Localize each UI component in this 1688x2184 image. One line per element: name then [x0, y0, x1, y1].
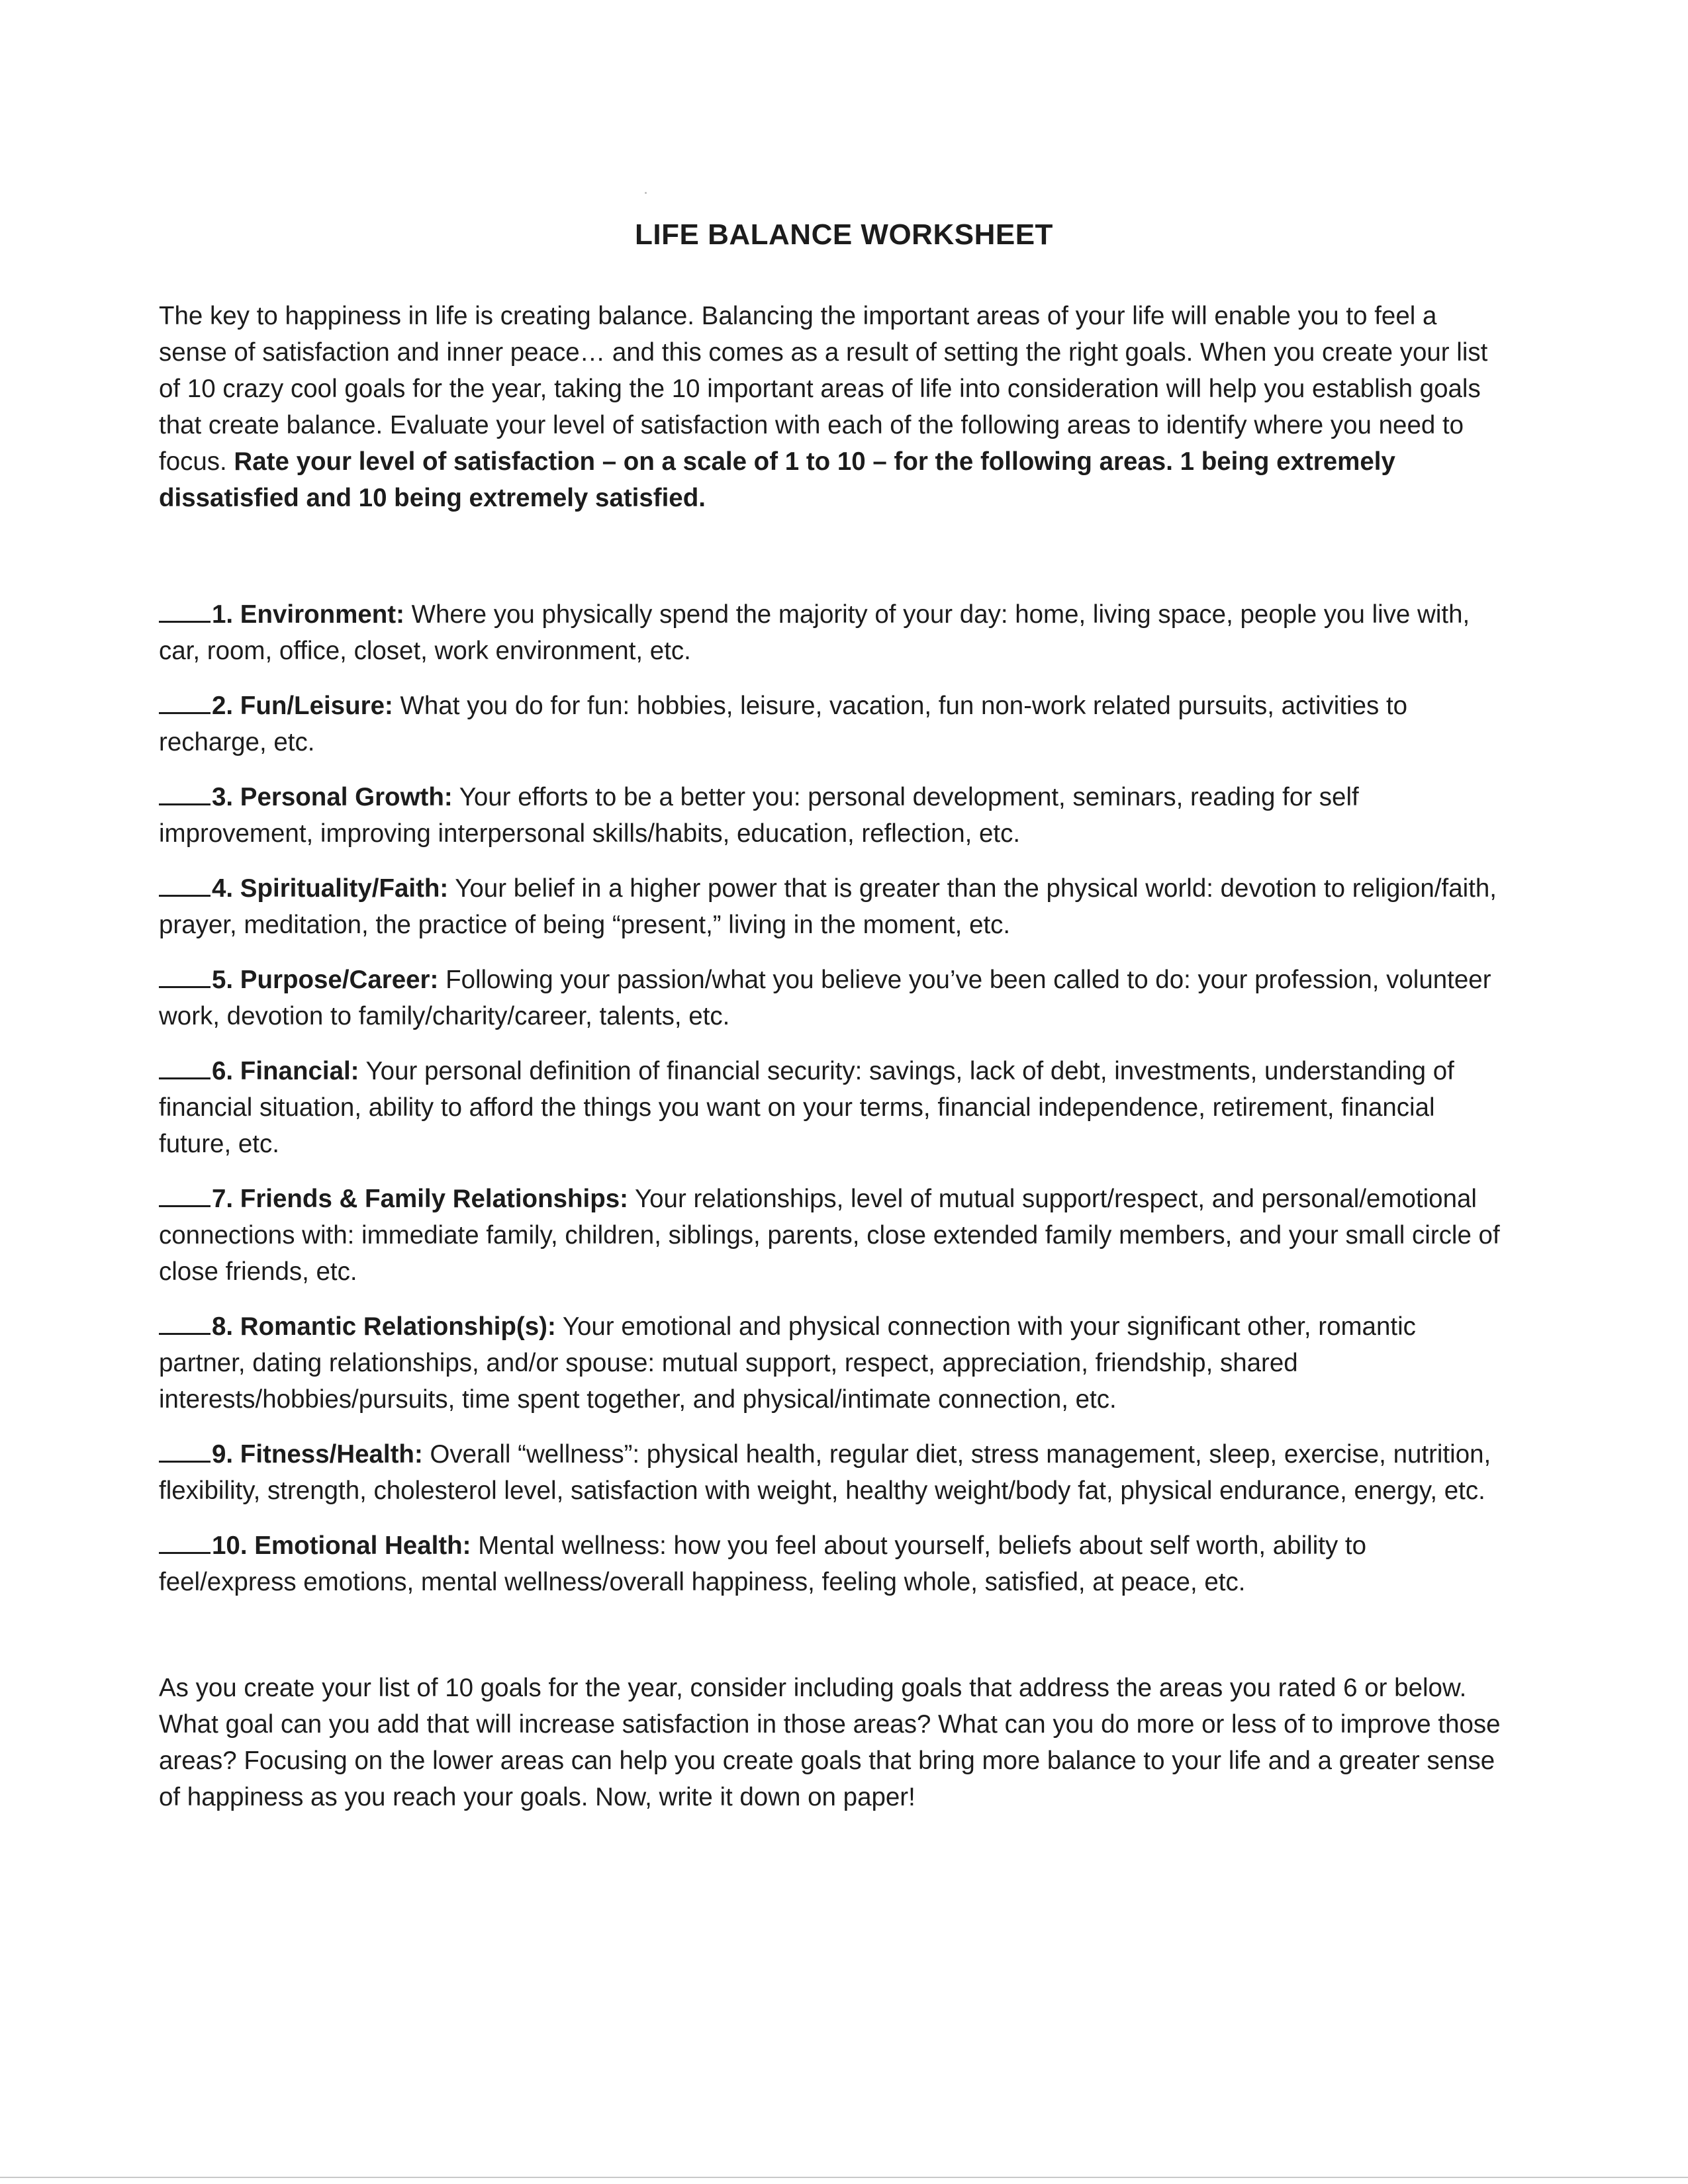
area-description: Mental wellness: how you feel about yourself, beliefs about self worth, ability to feel/express emotions, mental wellness/overall happiness, feeling whole, satisfied, at peace, etc. — [159, 1531, 1367, 1596]
area-heading: 8. Romantic Relationship(s): — [212, 1312, 556, 1341]
intro-text: The key to happiness in life is creating balance. Balancing the important areas of your life will enable you to feel a sense of satisfaction and inner peace… and this comes as a result of setting the right goals. When you create your list of 10 crazy cool goals for the year, taking the 10 important areas of life into consideration will help you establish goals that create balance. Evaluate your level of satisfaction with each of the following areas to identify where you need to focus. — [159, 302, 1488, 476]
rating-blank-environment[interactable] — [159, 596, 211, 623]
area-description: Overall “wellness”: physical health, regular diet, stress management, sleep, exercise, nutrition, flexibility, strength, cholesterol level, satisfaction with weight, healthy weight/body fat, physical endurance, energy, etc. — [159, 1440, 1491, 1505]
intro-paragraph — [159, 298, 1509, 516]
area-heading: 4. Spirituality/Faith: — [212, 874, 449, 903]
area-item-purpose-career — [159, 961, 1509, 1034]
area-heading: 10. Emotional Health: — [212, 1531, 471, 1560]
area-description: Your belief in a higher power that is greater than the physical world: devotion to religion/faith, prayer, meditation, the practice of being “present,” living in the moment, etc. — [159, 874, 1497, 939]
area-item-financial — [159, 1052, 1509, 1162]
area-description: Your emotional and physical connection with your significant other, romantic partner, dating relationships, and/or spouse: mutual support, respect, appreciation, friendship, shared interests/hobbies/pursuits, time spent together, and physical/intimate connection, etc. — [159, 1312, 1416, 1414]
area-heading: 3. Personal Growth: — [212, 783, 453, 811]
area-heading: 6. Financial: — [212, 1057, 359, 1085]
area-item-fitness-health — [159, 1435, 1509, 1509]
life-areas-list — [159, 596, 1509, 1600]
rating-blank-personal-growth[interactable] — [159, 778, 211, 805]
area-item-spirituality-faith — [159, 870, 1509, 943]
area-description: What you do for fun: hobbies, leisure, vacation, fun non-work related pursuits, activities to recharge, etc. — [159, 692, 1408, 756]
rating-blank-purpose-career[interactable] — [159, 961, 211, 988]
area-heading: 9. Fitness/Health: — [212, 1440, 423, 1469]
area-item-friends-family — [159, 1180, 1509, 1290]
closing-paragraph: As you create your list of 10 goals for the year, consider including goals that address the areas you rated 6 or below. What goal can you add that will increase satisfaction in those areas? What can you do more or less of to improve those areas? Focusing on the lower areas can help you create goals that bring more balance to your life and a greater sense of happiness as you reach your goals. Now, write it down on paper! — [159, 1674, 1501, 1811]
area-heading: 1. Environment: — [212, 600, 404, 629]
area-heading: 7. Friends & Family Relationships: — [212, 1185, 628, 1213]
area-heading: 5. Purpose/Career: — [212, 966, 439, 994]
scan-speck — [645, 192, 647, 194]
area-description: Your relationships, level of mutual support/respect, and personal/emotional connections with: immediate family, children, siblings, parents, close extended family members, and your small circle of close friends, etc. — [159, 1185, 1500, 1286]
area-description: Where you physically spend the majority of your day: home, living space, people you live with, car, room, office, closet, work environment, etc. — [159, 600, 1470, 665]
area-item-personal-growth — [159, 778, 1509, 852]
area-description: Your efforts to be a better you: personal development, seminars, reading for self improvement, improving interpersonal skills/habits, education, reflection, etc. — [159, 783, 1359, 848]
area-item-environment — [159, 596, 1509, 669]
worksheet-body — [159, 298, 1509, 1841]
area-item-fun-leisure — [159, 687, 1509, 760]
rating-blank-spirituality-faith[interactable] — [159, 870, 211, 897]
area-item-romantic — [159, 1308, 1509, 1418]
rating-blank-fitness-health[interactable] — [159, 1435, 211, 1463]
area-description: Following your passion/what you believe you’ve been called to do: your profession, volunteer work, devotion to family/charity/career, talents, etc. — [159, 966, 1491, 1030]
rating-blank-friends-family[interactable] — [159, 1180, 211, 1207]
rating-blank-emotional-health[interactable] — [159, 1527, 211, 1554]
area-heading: 2. Fun/Leisure: — [212, 692, 393, 720]
rating-blank-fun-leisure[interactable] — [159, 687, 211, 714]
rating-blank-romantic[interactable] — [159, 1308, 211, 1335]
rating-blank-financial[interactable] — [159, 1052, 211, 1079]
page-title: LIFE BALANCE WORKSHEET — [635, 218, 1053, 251]
scan-bottom-edge — [0, 2177, 1688, 2178]
area-item-emotional-health — [159, 1527, 1509, 1600]
area-description: Your personal definition of financial security: savings, lack of debt, investments, understanding of financial situation, ability to afford the things you want on your terms, financial independence, retirement, financial future, etc. — [159, 1057, 1454, 1158]
rating-instruction: Rate your level of satisfaction – on a scale of 1 to 10 – for the following areas. 1 being extremely dissatisfied and 10 being extremely satisfied. — [159, 447, 1395, 512]
